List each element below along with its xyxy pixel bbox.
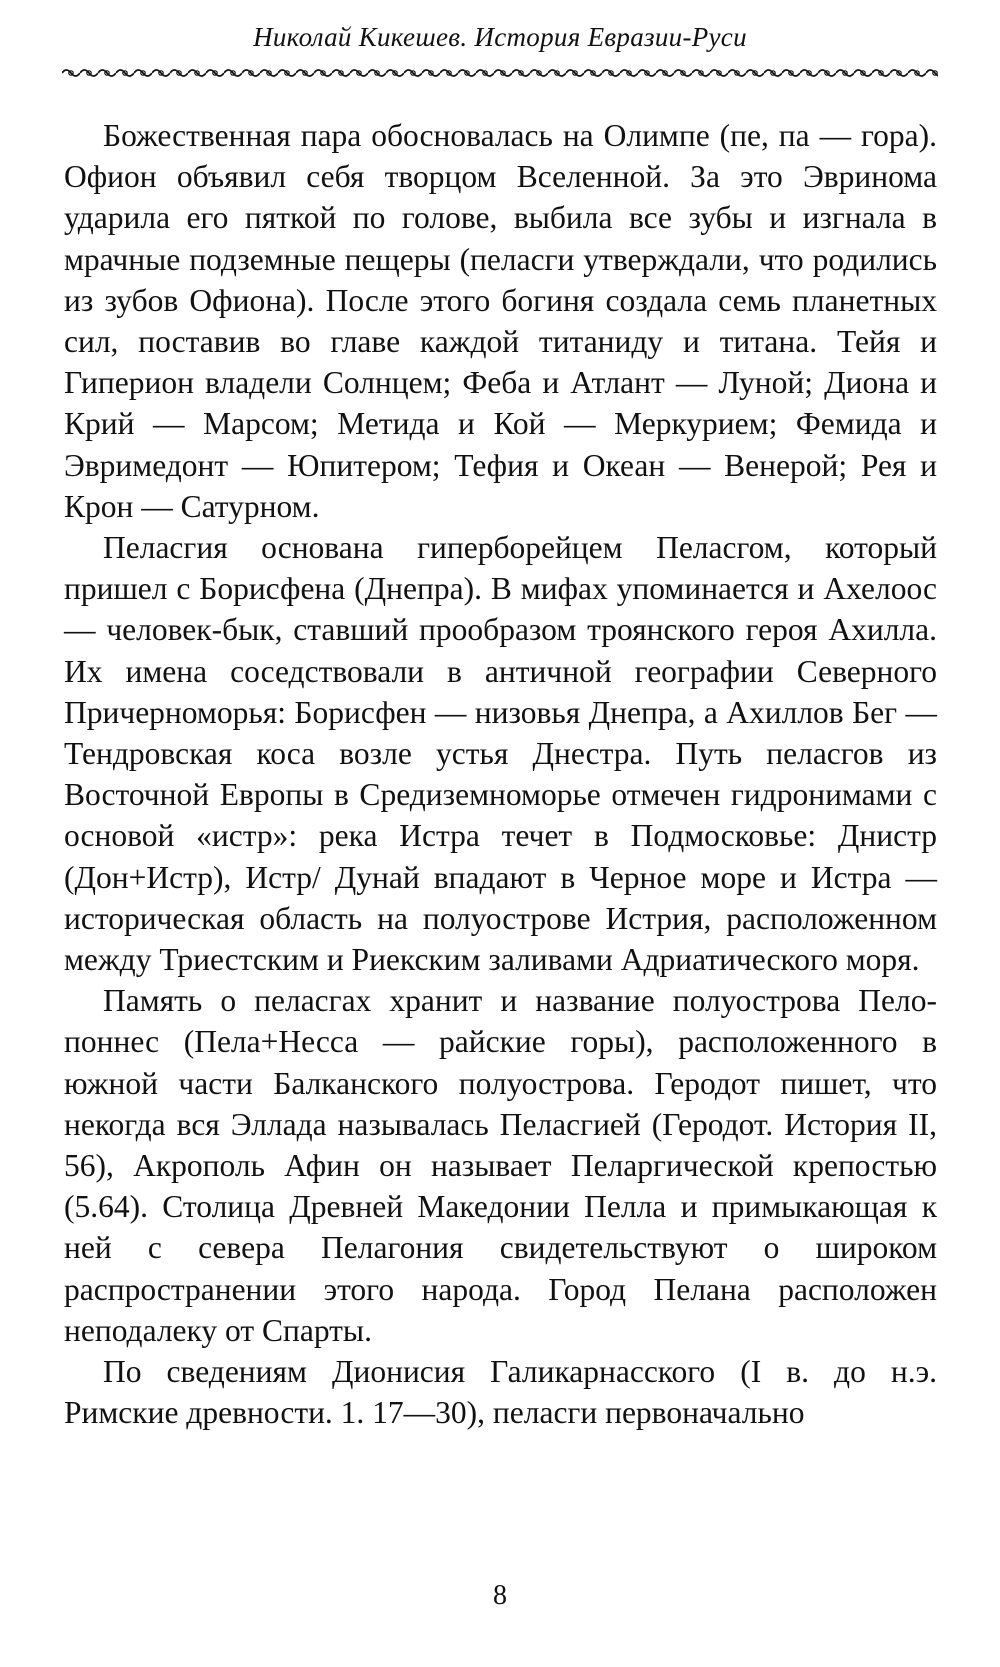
page-number: 8: [493, 1580, 507, 1611]
paragraph: Пеласгия основана гиперборейцем Пеласгом, который пришел с Борисфена (Днепра). В мифах упоминается и Ахелоос — человек-бык, ставший прообразом троянского героя Ахилла. Их имена соседствовали в античной географии Северного Причерноморья: Борисфен — низовья Днепра, а Ахиллов Бег — Тендровская коса возле устья Днестра. Путь пеласгов из Восточной Европы в Средиземноморье отмечен гидронимами с основой «истр»: река Истра течет в Подмосковье: Днистр (Дон+Истр), Истр/ Дунай впадают в Черное море и Истра — историческая область на полуострове Истрия, расположенном между Триестским и Риекским заливами Адриатического моря.: [64, 530, 937, 978]
running-head: Николай Кикешев. История Евразии-Руси: [253, 22, 747, 52]
body-text: [64, 115, 937, 1434]
ornament-rule: [62, 66, 938, 80]
paragraph: По сведениям Дионисия Галикарнасского (I в. до н.э. Римские древности. 1. 17—30), пеласги первоначально: [64, 1354, 937, 1431]
paragraph: Божественная пара обосновалась на Олимпе (пе, па — гора). Офион объявил себя творцом Вселенной. За это Эвринома ударила его пяткой по голове, выбила все зубы и изгнала в мрачные подземные пещеры (пеласги утверждали, что родились из зубов Офиона). После этого богиня создала семь планетных сил, поставив во главе каждой титаниду и титана. Тейя и Гиперион владели Солнцем; Феба и Атлант — Луной; Диона и Крий — Марсом; Метида и Кой — Меркурием; Фемида и Эвримедонт — Юпитером; Тефия и Океан — Венерой; Рея и Крон — Сатурном.: [64, 118, 937, 524]
paragraph: Память о пеласгах хранит и название полуострова Пелопоннес (Пела+Несса — райские горы), расположенного в южной части Балканского полуострова. Геродот пишет, что некогда вся Эллада называлась Пеласгией (Геродот. История II, 56), Акрополь Афин он называет Пеларгической крепостью (5.64). Столица Древней Македонии Пелла и примыкающая к ней с севера Пелагония свидетельствуют о широком распространении этого народа. Город Пелана расположен неподалеку от Спарты.: [64, 983, 937, 1348]
